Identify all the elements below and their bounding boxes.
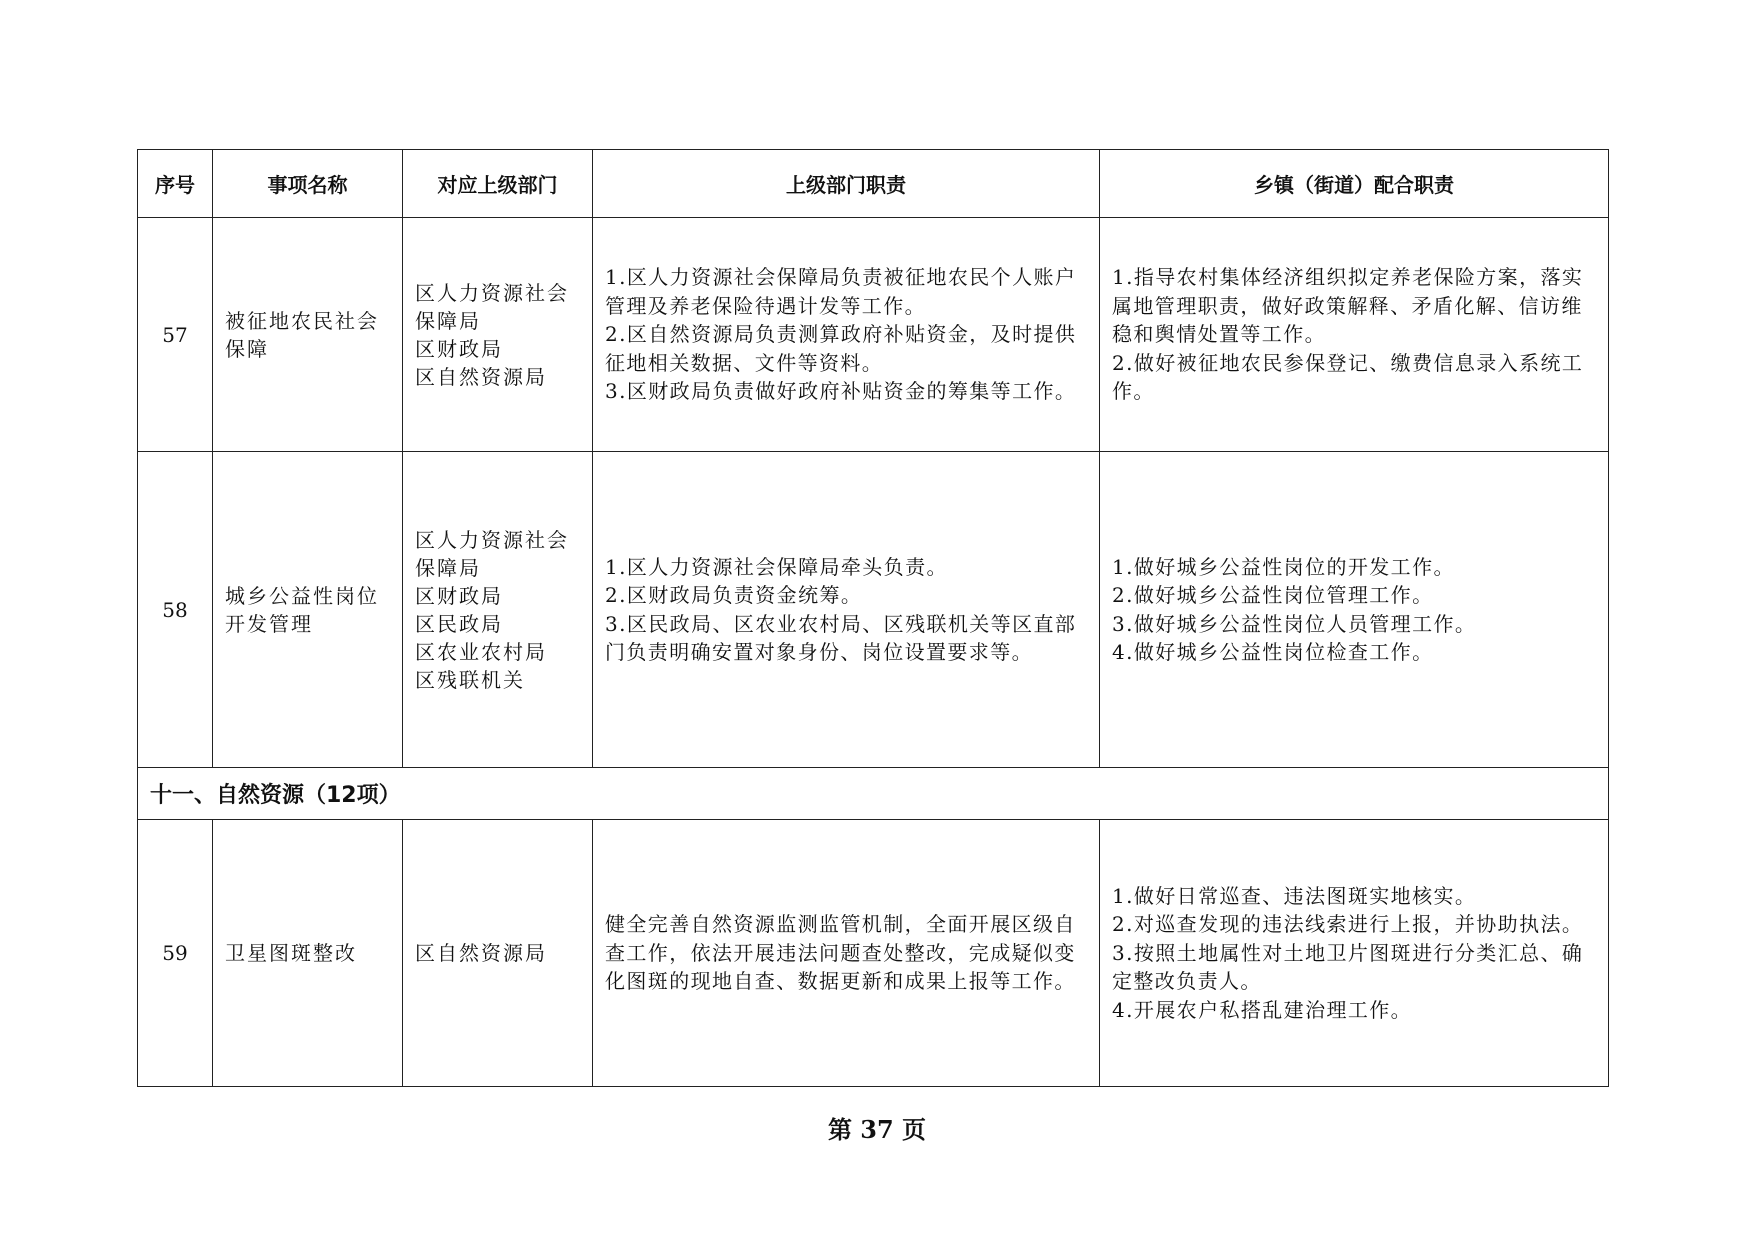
upper-duty-item: 3.区民政局、区农业农村局、区残联机关等区直部门负责明确安置对象身份、岗位设置要求等。 [605,611,1077,664]
town-duty-item: 1.做好日常巡查、违法图斑实地核实。 [1112,883,1477,908]
table-row [138,218,1609,452]
section-heading: 十一、自然资源（12项） [138,768,1609,820]
row-dept [403,820,593,1087]
town-duty-item: 2.对巡查发现的违法线索进行上报，并协助执法。 [1112,912,1584,937]
upper-duty-item: 2.区财政局负责资金统筹。 [605,583,863,608]
row-seq: 57 [138,218,213,452]
row-dept-line: 区残联机关 [415,667,525,692]
upper-duty-item: 1.区人力资源社会保障局牵头负责。 [605,554,948,579]
upper-duty-item: 1.区人力资源社会保障局负责被征地农民个人账户管理及养老保险待遇计发等工作。 [605,265,1077,318]
row-dept-line: 区财政局 [415,336,503,361]
table-header-row [138,150,1609,218]
row-dept [403,218,593,452]
header-seq: 序号 [138,150,213,218]
header-dept: 对应上级部门 [403,150,593,218]
duty-table [137,149,1609,1087]
row-dept-line: 区民政局 [415,611,503,636]
row-dept-line: 区人力资源社会 [415,280,569,305]
row-upper-duty [593,452,1100,768]
town-duty-item: 1.做好城乡公益性岗位的开发工作。 [1112,554,1455,579]
row-seq: 59 [138,820,213,1087]
row-dept-line: 保障局 [415,308,481,333]
row-dept-line: 区财政局 [415,583,503,608]
row-upper-duty [593,820,1100,1087]
header-item-name: 事项名称 [213,150,403,218]
row-town-duty [1100,452,1609,768]
upper-duty-item: 2.区自然资源局负责测算政府补贴资金，及时提供征地相关数据、文件等资料。 [605,322,1077,375]
row-town-duty [1100,218,1609,452]
header-town-duty: 乡镇（街道）配合职责 [1100,150,1609,218]
header-upper-duty: 上级部门职责 [593,150,1100,218]
row-item-name [213,820,403,1087]
upper-duty-item: 健全完善自然资源监测监管机制，全面开展区级自查工作，依法开展违法问题查处整改，完成疑似变化图斑的现地自查、数据更新和成果上报等工作。 [605,912,1076,994]
row-dept-line: 区自然资源局 [415,941,547,965]
town-duty-item: 3.做好城乡公益性岗位人员管理工作。 [1112,611,1477,636]
row-item-name-line: 被征地农民社会 [225,308,379,333]
row-item-name [213,218,403,452]
row-town-duty [1100,820,1609,1087]
town-duty-item: 2.做好被征地农民参保登记、缴费信息录入系统工作。 [1112,350,1584,404]
row-dept [403,452,593,768]
row-item-name-line: 开发管理 [225,611,313,636]
section-row [138,768,1609,820]
row-dept-line: 区农业农村局 [415,639,547,664]
row-seq: 58 [138,452,213,768]
row-item-name [213,452,403,768]
row-dept-line: 区自然资源局 [415,364,547,389]
town-duty-item: 2.做好城乡公益性岗位管理工作。 [1112,583,1434,608]
table-row [138,820,1609,1087]
row-dept-line: 保障局 [415,555,481,580]
row-item-name-line: 城乡公益性岗位 [225,583,379,608]
upper-duty-item: 3.区财政局负责做好政府补贴资金的筹集等工作。 [605,379,1077,404]
row-item-name-line: 保障 [225,336,269,361]
town-duty-item: 3.按照土地属性对土地卫片图斑进行分类汇总、确定整改负责人。 [1112,940,1584,994]
row-item-name-line: 卫星图斑整改 [225,941,357,965]
town-duty-item: 4.做好城乡公益性岗位检查工作。 [1112,639,1434,664]
table-row [138,452,1609,768]
town-duty-item: 1.指导农村集体经济组织拟定养老保险方案，落实属地管理职责，做好政策解释、矛盾化解、信访维稳和舆情处置等工作。 [1112,265,1584,347]
page-number: 第 37 页 [827,1115,927,1144]
row-dept-line: 区人力资源社会 [415,527,569,552]
town-duty-item: 4.开展农户私搭乱建治理工作。 [1112,997,1413,1022]
row-upper-duty [593,218,1100,452]
